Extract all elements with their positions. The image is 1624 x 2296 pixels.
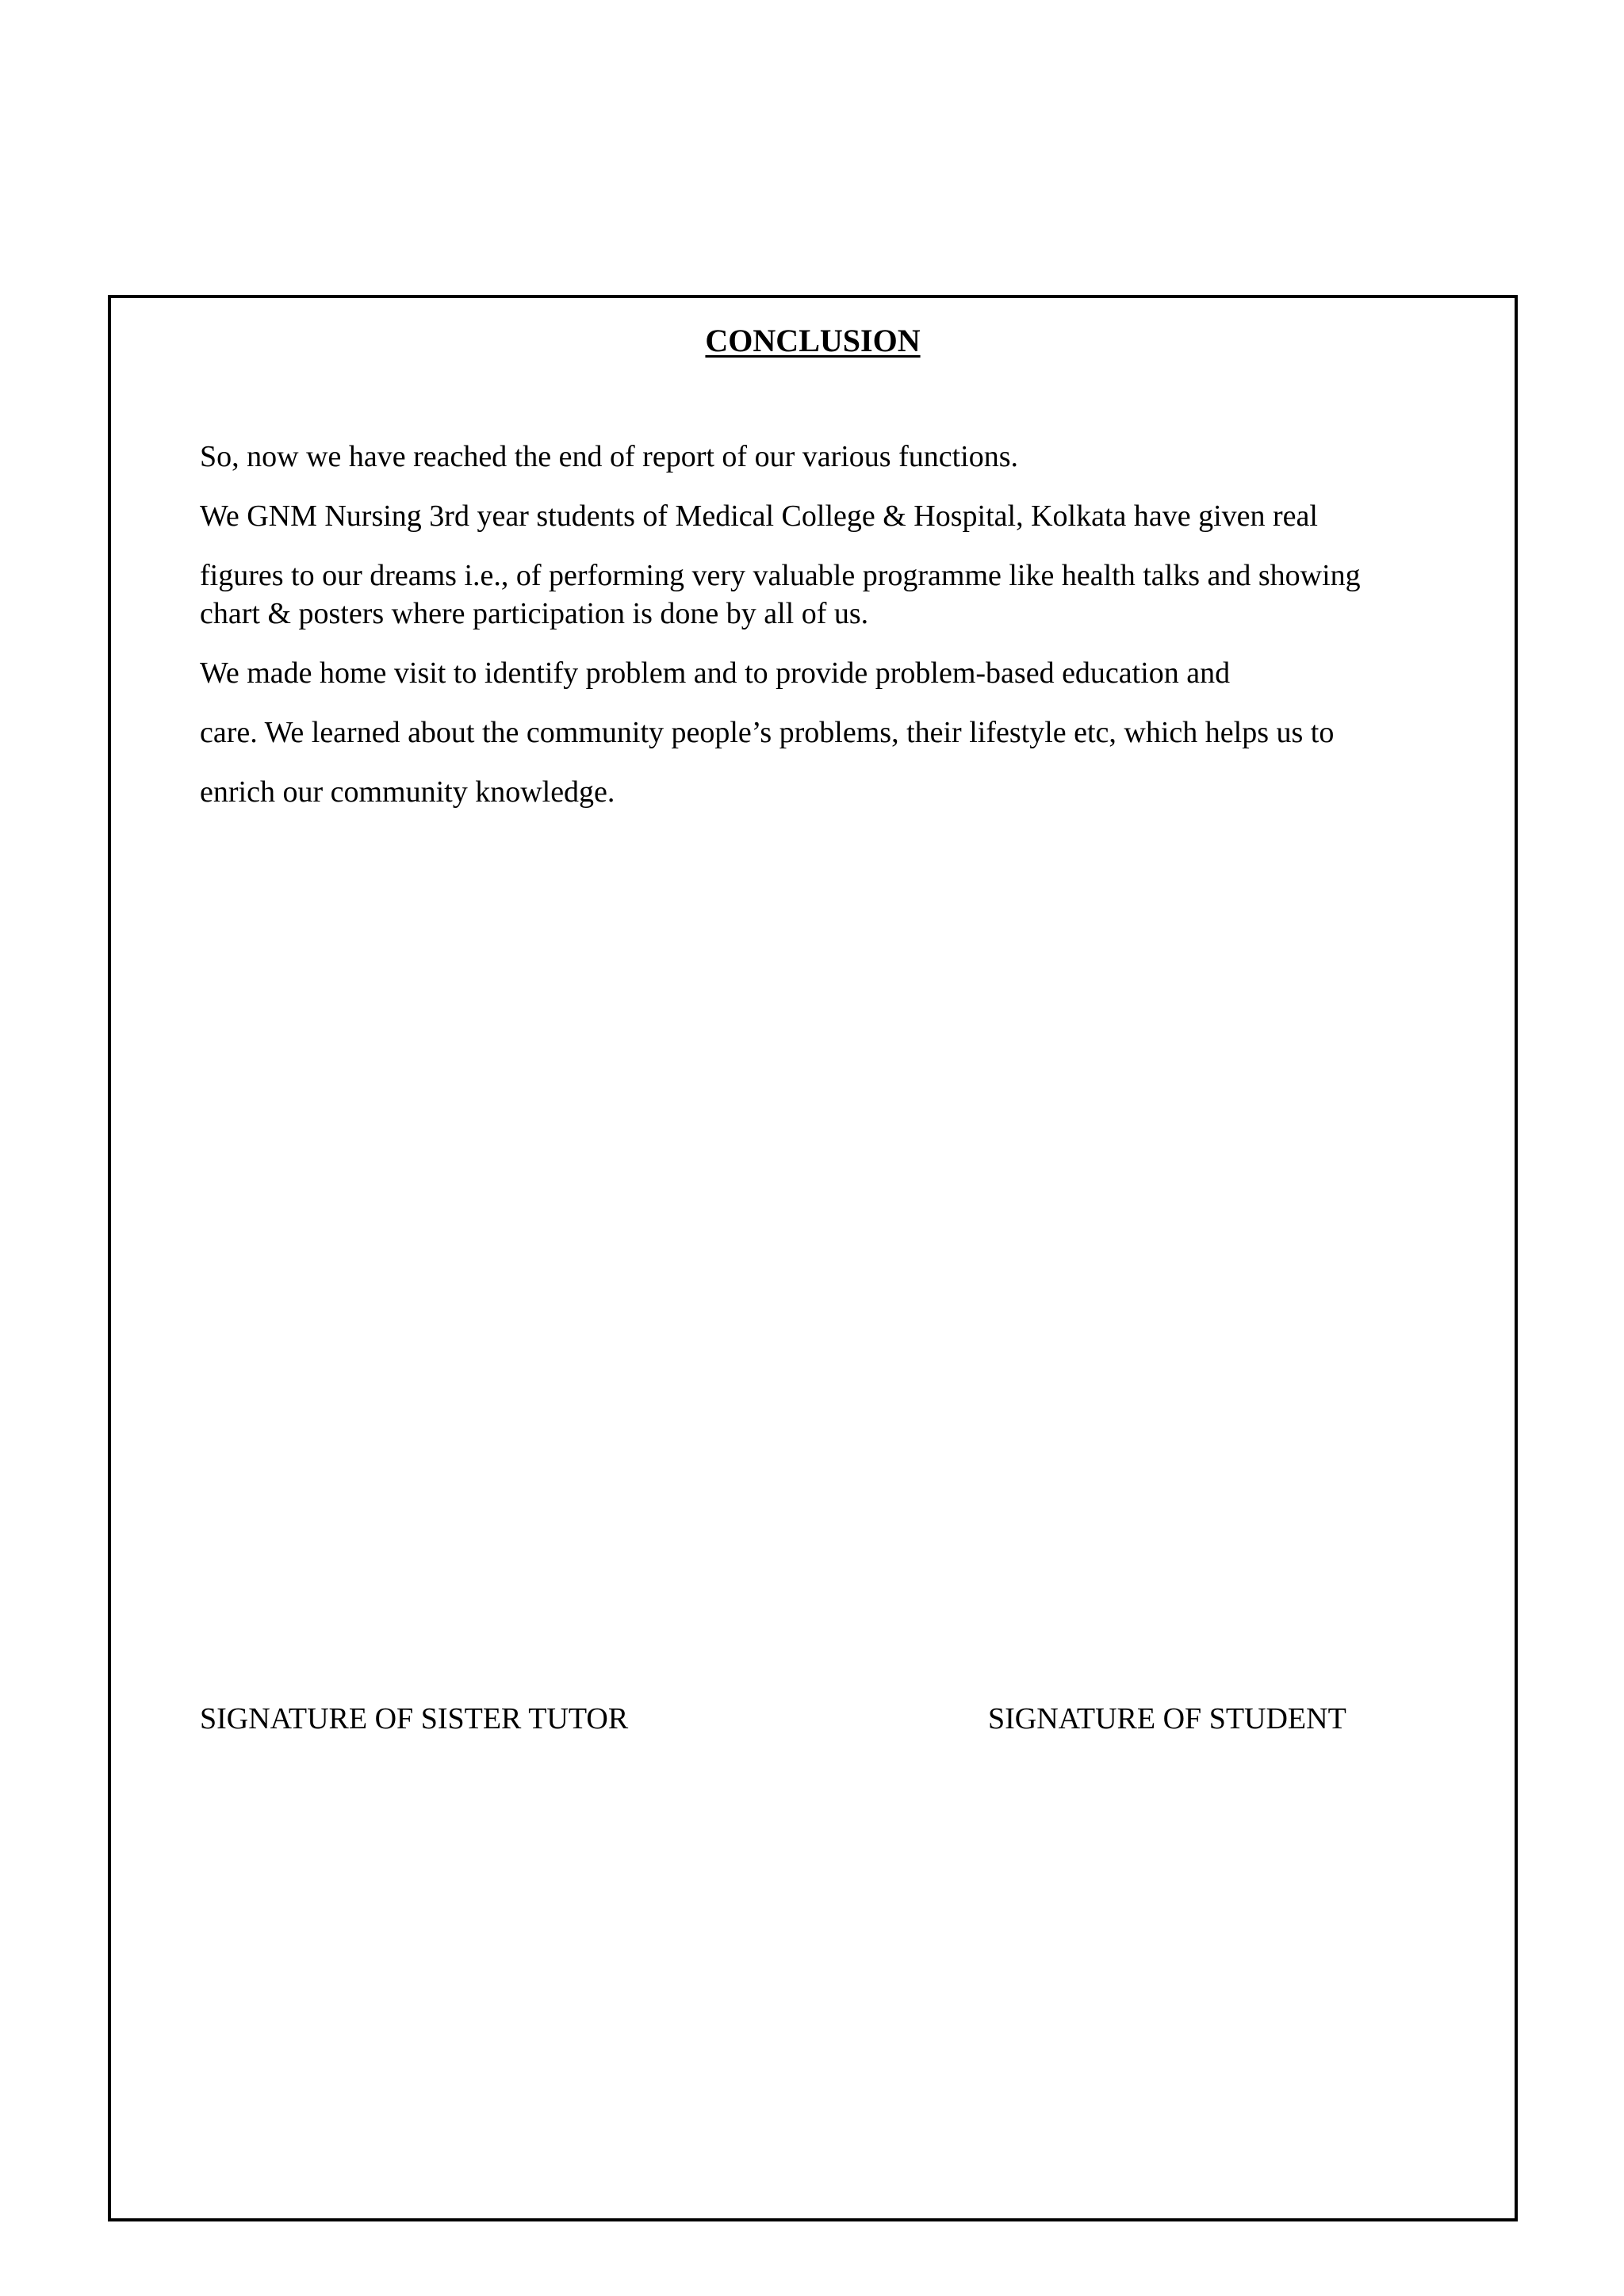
paragraph-4: We made home visit to identify problem and to provide problem-based education and bbox=[200, 656, 1231, 690]
page-title: CONCLUSION bbox=[705, 323, 921, 358]
signature-sister-tutor: SIGNATURE OF SISTER TUTOR bbox=[200, 1702, 629, 1735]
paragraph-5: care. We learned about the community people’s problems, their lifestyle etc, which helps us to bbox=[200, 716, 1335, 749]
paragraph-1: So, now we have reached the end of report of our various functions. bbox=[200, 440, 1019, 473]
conclusion-body bbox=[200, 438, 1427, 832]
paragraph-6: enrich our community knowledge. bbox=[200, 775, 615, 809]
paragraph-3: figures to our dreams i.e., of performing very valuable programme like health talks and showing chart & posters where participation is done by all of us. bbox=[200, 559, 1361, 630]
signature-student: SIGNATURE OF STUDENT bbox=[988, 1702, 1346, 1735]
paragraph-2: We GNM Nursing 3rd year students of Medical College & Hospital, Kolkata have given real bbox=[200, 499, 1318, 533]
page-border bbox=[108, 295, 1518, 2221]
